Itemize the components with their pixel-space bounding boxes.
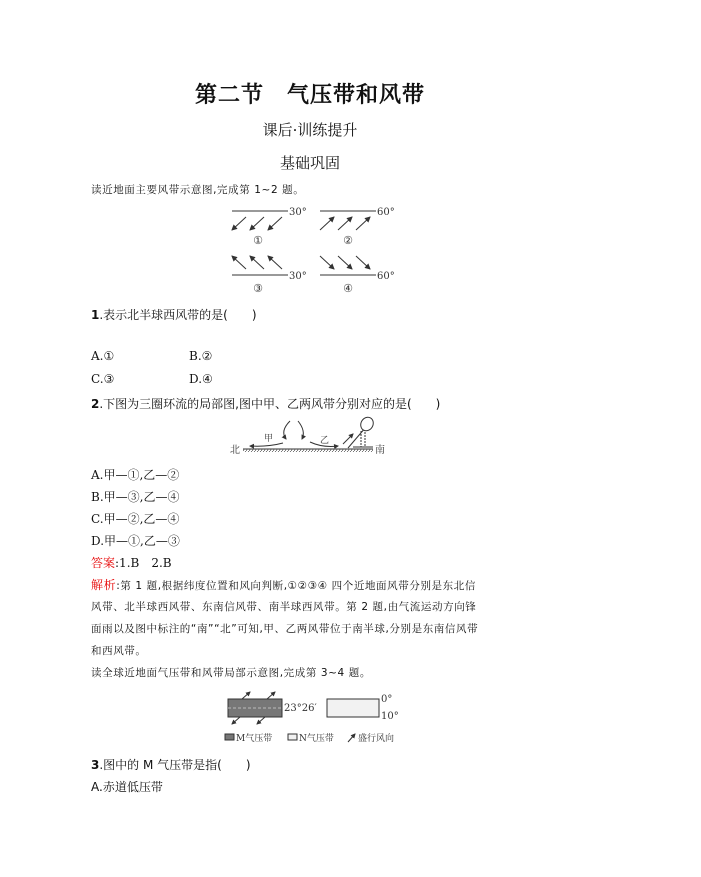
svg-text:10°: 10° (381, 711, 399, 722)
pressure-belt-figure (222, 690, 412, 748)
svg-text:甲: 甲 (264, 434, 274, 444)
answer-line (91, 554, 172, 571)
q2-option-b[interactable]: B.甲—③,乙—④ (91, 490, 180, 504)
answer-label: 答案 (91, 556, 116, 570)
svg-text:③: ③ (253, 282, 263, 295)
svg-text:M气压带: M气压带 (236, 734, 273, 744)
q2-option-d[interactable]: D.甲—①,乙—③ (91, 534, 180, 548)
panel-4 (320, 256, 395, 295)
analysis-line-2: 风带、北半球西风带、东南信风带、南半球西风带。第 2 题,由气流运动方向锋 (91, 601, 477, 613)
question-number: 1 (91, 308, 100, 322)
panel-1 (232, 207, 307, 247)
panel-2 (320, 207, 395, 247)
three-cell-circulation-figure (228, 415, 393, 459)
svg-text:30°: 30° (289, 207, 307, 218)
page-title: 第二节 气压带和风带 (194, 82, 425, 108)
section-heading: 基础巩固 (279, 154, 340, 172)
answer-text: :1.B 2.B (115, 556, 172, 570)
svg-text:30°: 30° (289, 271, 307, 282)
svg-text:乙: 乙 (320, 436, 330, 446)
svg-text:盛行风向: 盛行风向 (358, 734, 395, 744)
svg-text:南: 南 (375, 445, 385, 456)
analysis-line-1: 解析:第 1 题,根据纬度位置和风向判断,①②③④ 四个近地面风带分别是东北信 (91, 578, 476, 592)
n-pressure-belt (327, 699, 379, 717)
svg-text:23°26′: 23°26′ (284, 703, 317, 714)
question-number: 2 (91, 397, 100, 411)
analysis-line-4: 和西风带。 (91, 645, 147, 657)
q1-option-d[interactable]: D.④ (189, 372, 213, 386)
q2-option-a[interactable]: A.甲—①,乙—② (91, 468, 180, 482)
wind-belt-figure (222, 200, 402, 300)
svg-text:北: 北 (230, 445, 240, 456)
svg-text:0°: 0° (381, 694, 393, 705)
svg-text:④: ④ (343, 282, 353, 295)
svg-text:②: ② (343, 234, 353, 247)
question-1 (91, 306, 257, 323)
analysis-label: 解析 (91, 578, 117, 592)
question-3 (91, 756, 251, 773)
question-stem: .图中的 M 气压带是指( ) (99, 758, 251, 772)
intro-questions-3-4: 读全球近地面气压带和风带局部示意图,完成第 3~4 题。 (91, 667, 371, 679)
page-subtitle: 课后·训练提升 (262, 121, 358, 139)
q3-option-a[interactable]: A.赤道低压带 (91, 780, 163, 794)
svg-text:①: ① (253, 234, 263, 247)
question-stem: .表示北半球西风带的是( ) (99, 308, 257, 322)
question-2 (91, 395, 440, 412)
question-number: 3 (91, 758, 100, 772)
intro-questions-1-2: 读近地面主要风带示意图,完成第 1~2 题。 (91, 184, 305, 196)
question-stem: .下图为三圈环流的局部图,图中甲、乙两风带分别对应的是( ) (99, 397, 441, 411)
svg-text:60°: 60° (377, 271, 395, 282)
q1-option-a[interactable]: A.① (91, 349, 115, 363)
svg-text:N气压带: N气压带 (299, 734, 334, 744)
q1-option-b[interactable]: B.② (189, 349, 213, 363)
q1-option-c[interactable]: C.③ (91, 372, 115, 386)
panel-3 (232, 256, 307, 295)
analysis-line-3: 面雨以及图中标注的“南”“北”可知,甲、乙两风带位于南半球,分别是东南信风带 (91, 623, 479, 635)
q2-option-c[interactable]: C.甲—②,乙—④ (91, 512, 180, 526)
svg-text:60°: 60° (377, 207, 395, 218)
